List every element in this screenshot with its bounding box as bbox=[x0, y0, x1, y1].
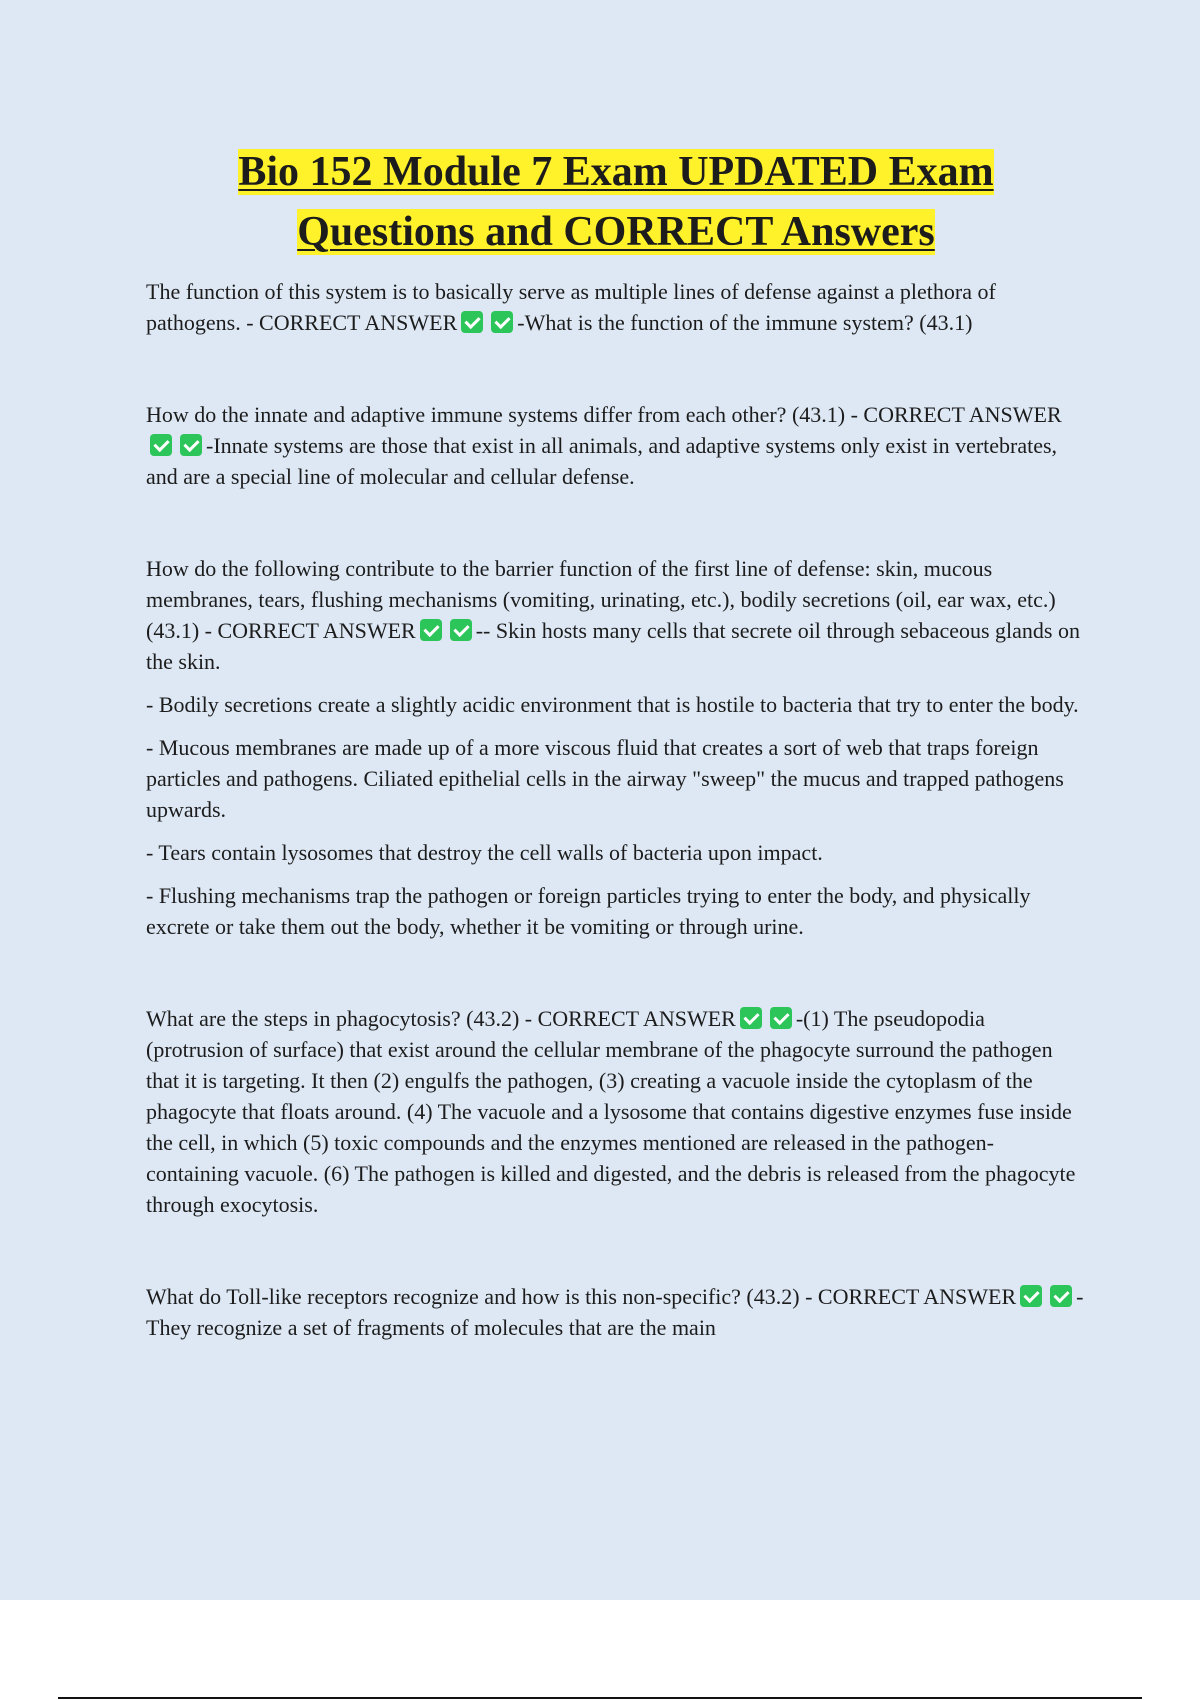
question-text: How do the following contribute to the barrier function of the first line of defense: skin, mucous membranes, tears, flushing mechanisms (vomiting, urinating, etc.), bodily secretions (oil, ear wax, etc.) (43.1) - CORRECT ANSWER bbox=[146, 556, 1056, 643]
answer-text: -What is the function of the immune system? (43.1) bbox=[517, 310, 973, 335]
qa-text bbox=[146, 553, 1086, 677]
qa-item-4 bbox=[146, 1003, 1086, 1220]
spacer bbox=[146, 1220, 1086, 1281]
answer-text: -- Skin hosts many cells that secrete oil through sebaceous glands on the skin. bbox=[146, 618, 1080, 674]
check-box-icon bbox=[740, 1007, 762, 1029]
question-text: What do Toll-like receptors recognize and how is this non-specific? (43.2) - CORRECT ANSWER bbox=[146, 1284, 1017, 1309]
footer-divider bbox=[58, 1697, 1142, 1699]
check-box-icon bbox=[420, 619, 442, 641]
qa-text bbox=[146, 1003, 1086, 1220]
answer-text: -They recognize a set of fragments of molecules that are the main bbox=[146, 1284, 1084, 1340]
question-text: How do the innate and adaptive immune systems differ from each other? (43.1) - CORRECT ANSWER bbox=[146, 402, 1062, 427]
check-box-icon bbox=[491, 311, 513, 333]
check-box-icon bbox=[1050, 1285, 1072, 1307]
check-box-icon bbox=[461, 311, 483, 333]
qa-item-3 bbox=[146, 553, 1086, 942]
answer-subpoint: - Flushing mechanisms trap the pathogen or foreign particles trying to enter the body, and physically excrete or take them out the body, whether it be vomiting or through urine. bbox=[146, 883, 1031, 939]
check-box-icon bbox=[770, 1007, 792, 1029]
document-content bbox=[146, 142, 1086, 1343]
title-line-2: Questions and CORRECT Answers bbox=[297, 209, 935, 255]
document-title bbox=[146, 142, 1086, 262]
qa-text bbox=[146, 1281, 1086, 1343]
answer-subpoint: - Mucous membranes are made up of a more viscous fluid that creates a sort of web that traps foreign particles and pathogens. Ciliated epithelial cells in the airway "sweep" the mucus and trapped pathogens upwards. bbox=[146, 735, 1064, 822]
qa-item-2 bbox=[146, 399, 1086, 492]
answer-text: -(1) The pseudopodia (protrusion of surface) that exist around the cellular membrane of the phagocyte surround the pathogen that it is targeting. It then (2) engulfs the pathogen, (3) creating a vacuole inside the cytoplasm of the phagocyte that floats around. (4) The vacuole and a lysosome that contains digestive enzymes fuse inside the cell, in which (5) toxic compounds and the enzymes mentioned are released in the pathogen-containing vacuole. (6) The pathogen is killed and digested, and the debris is released from the phagocyte through exocytosis. bbox=[146, 1006, 1076, 1217]
answer-text: -Innate systems are those that exist in all animals, and adaptive systems only exist in vertebrates, and are a special line of molecular and cellular defense. bbox=[146, 433, 1058, 489]
check-box-icon bbox=[450, 619, 472, 641]
spacer bbox=[146, 942, 1086, 1003]
answer-subpoint: - Bodily secretions create a slightly acidic environment that is hostile to bacteria that try to enter the body. bbox=[146, 692, 1079, 717]
qa-text bbox=[146, 276, 1086, 338]
question-text: The function of this system is to basically serve as multiple lines of defense against a plethora of pathogens. - CORRECT ANSWER bbox=[146, 279, 996, 335]
spacer bbox=[146, 492, 1086, 553]
qa-item-5 bbox=[146, 1281, 1086, 1343]
qa-item-1 bbox=[146, 276, 1086, 338]
check-box-icon bbox=[180, 434, 202, 456]
qa-text bbox=[146, 399, 1086, 492]
spacer bbox=[146, 338, 1086, 399]
check-box-icon bbox=[150, 434, 172, 456]
question-text: What are the steps in phagocytosis? (43.2) - CORRECT ANSWER bbox=[146, 1006, 736, 1031]
answer-subpoint: - Tears contain lysosomes that destroy the cell walls of bacteria upon impact. bbox=[146, 840, 823, 865]
check-box-icon bbox=[1020, 1285, 1042, 1307]
title-line-1: Bio 152 Module 7 Exam UPDATED Exam bbox=[238, 149, 994, 195]
